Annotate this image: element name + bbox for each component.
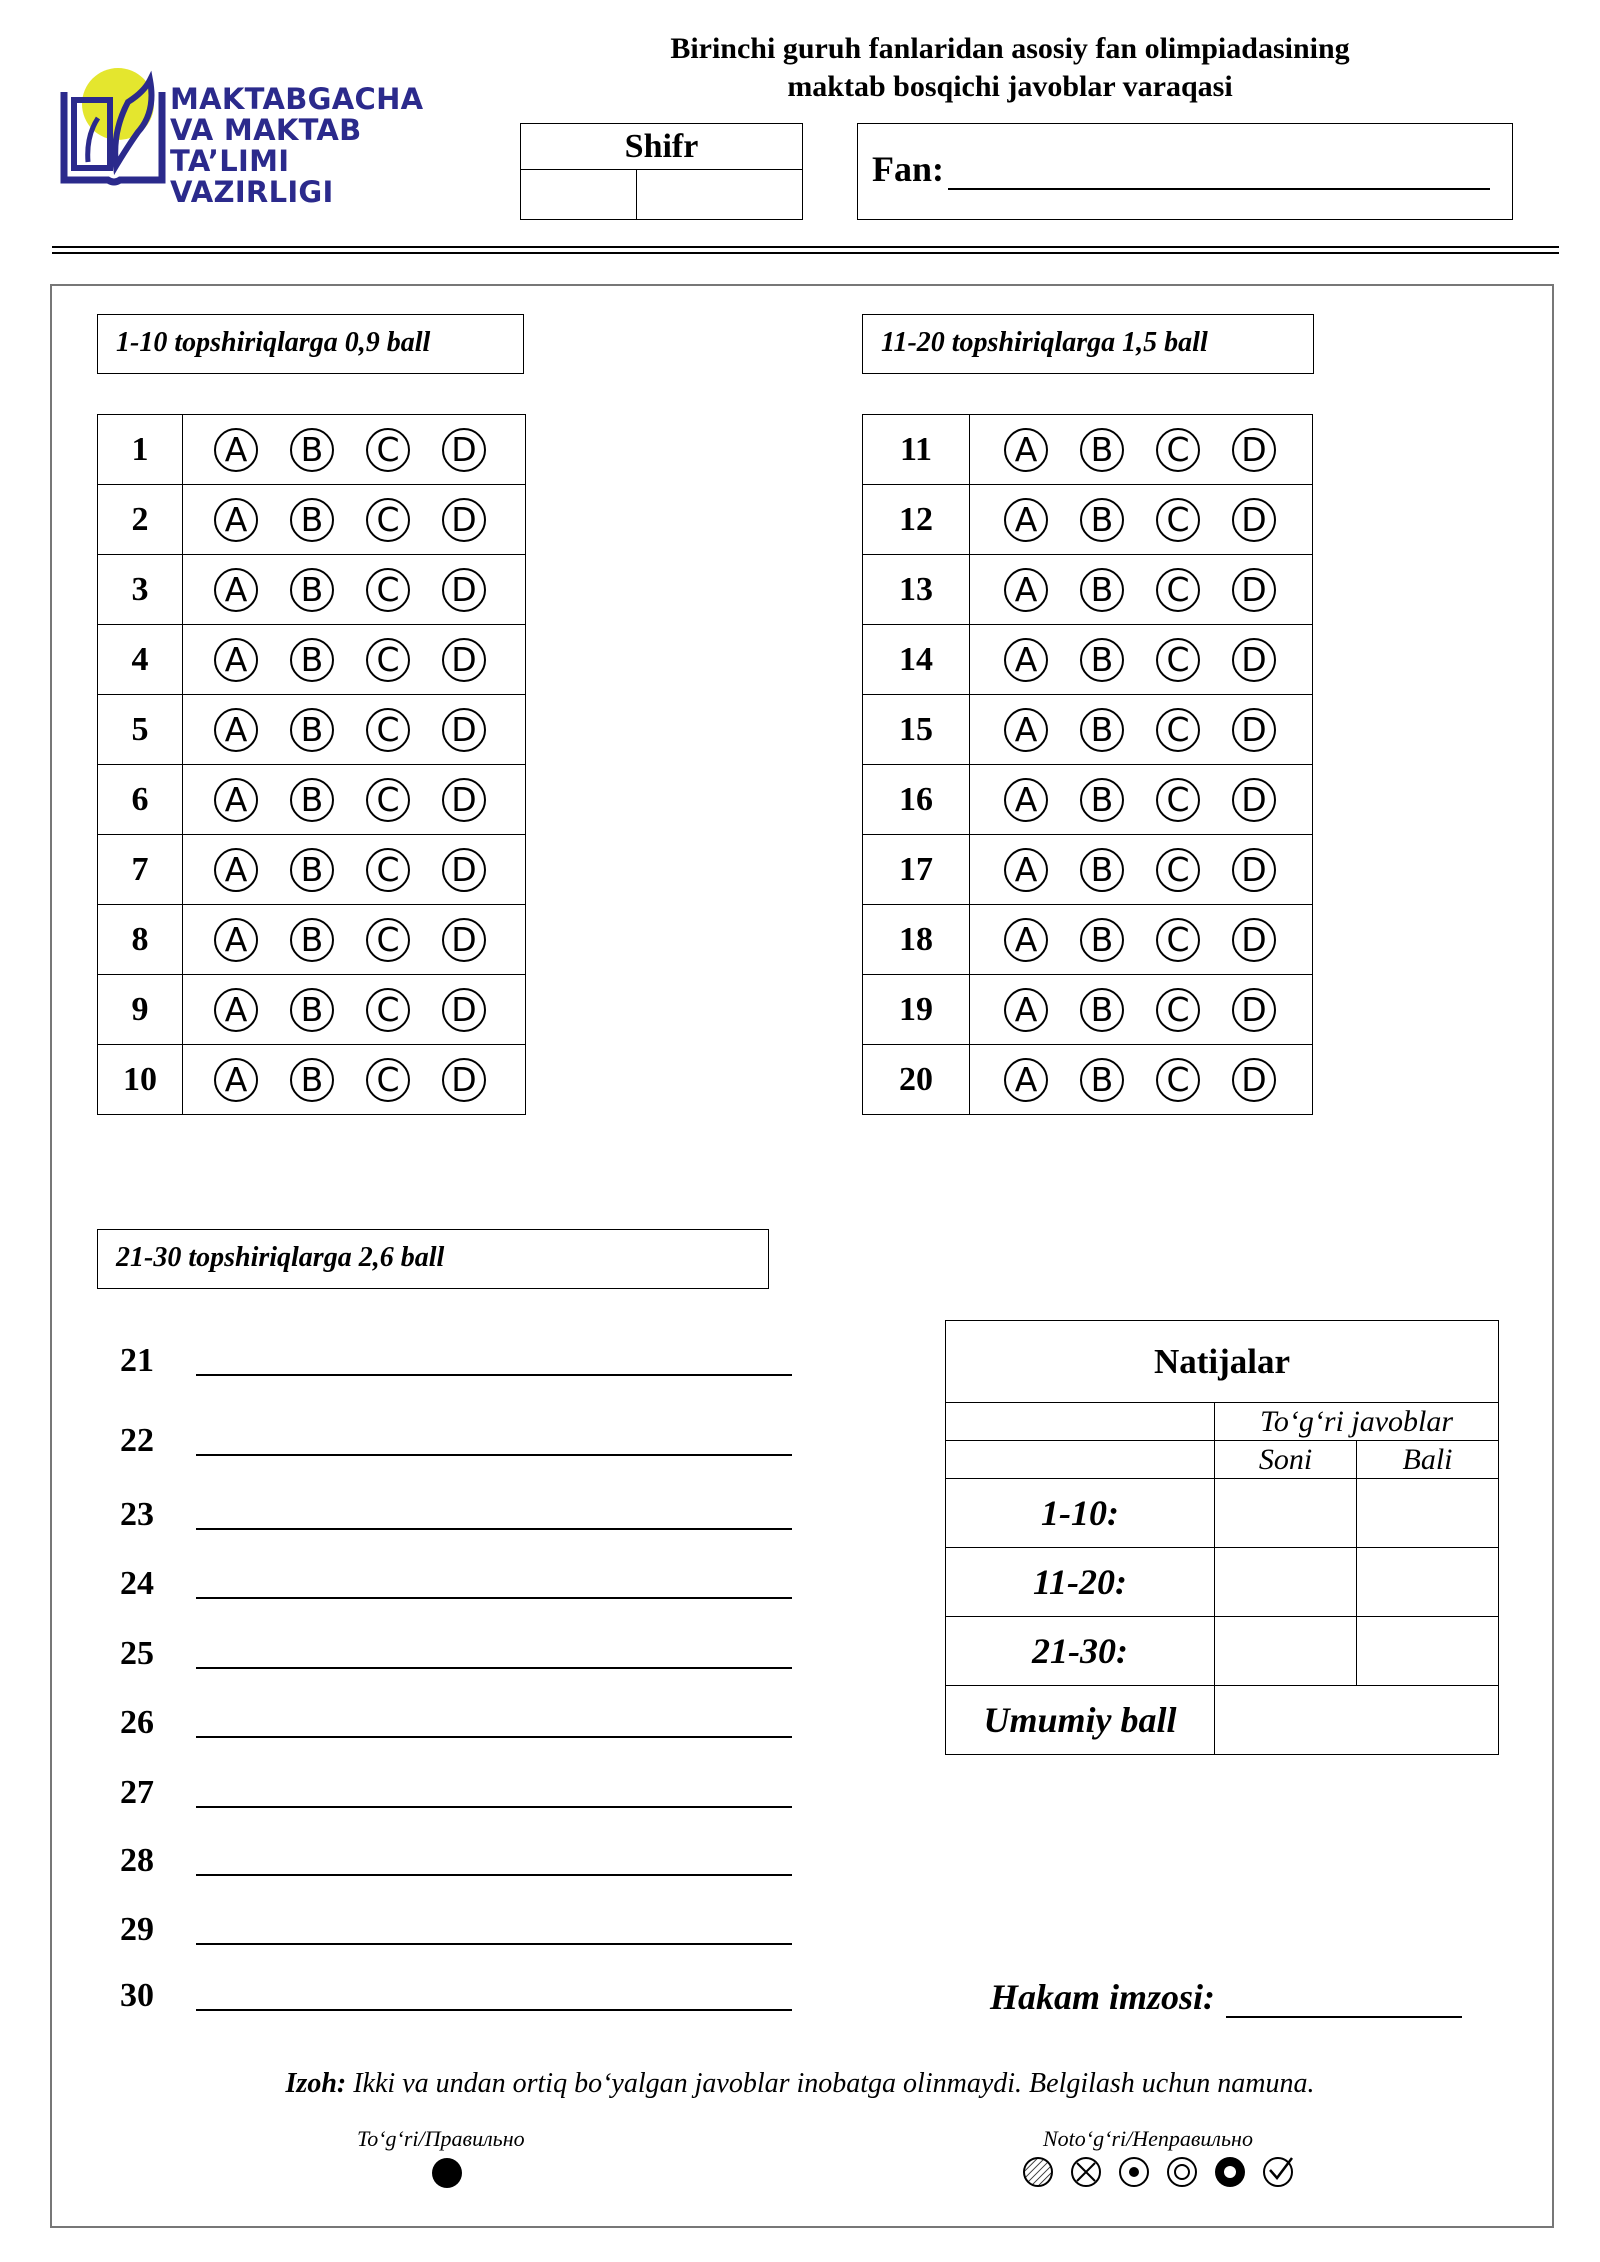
- question-number: 16: [863, 765, 970, 835]
- answer-line[interactable]: [196, 1943, 792, 1945]
- results-score-cell[interactable]: [1357, 1548, 1499, 1617]
- open-answer-row: [120, 1635, 795, 1675]
- open-answer-row: [120, 1565, 795, 1605]
- option-bubble-a[interactable]: A: [1004, 988, 1048, 1032]
- answer-options: [183, 415, 526, 485]
- results-count-cell[interactable]: [1215, 1617, 1357, 1686]
- option-bubble-a[interactable]: A: [214, 988, 258, 1032]
- open-question-number: 22: [120, 1422, 154, 1459]
- question-row: [863, 415, 1313, 485]
- open-question-number: 30: [120, 1977, 154, 2014]
- option-bubble-b[interactable]: B: [290, 638, 334, 682]
- question-number: 14: [863, 625, 970, 695]
- results-row-label: 1-10:: [946, 1479, 1215, 1548]
- results-score-cell[interactable]: [1357, 1479, 1499, 1548]
- logo-line2: VA MAKTAB: [170, 113, 362, 147]
- dotted-bubble-icon: [1120, 2158, 1148, 2186]
- option-bubble-b[interactable]: B: [1080, 498, 1124, 542]
- answer-options: [970, 905, 1313, 975]
- ministry-logo: [58, 62, 458, 209]
- option-bubble-c[interactable]: C: [366, 988, 410, 1032]
- option-bubble-c[interactable]: C: [366, 1058, 410, 1102]
- question-row: [98, 835, 526, 905]
- option-bubble-a[interactable]: A: [214, 428, 258, 472]
- filled-bubble-icon: [430, 2156, 464, 2190]
- open-answer-row: [120, 1422, 795, 1462]
- option-bubble-a[interactable]: A: [1004, 708, 1048, 752]
- option-bubble-d[interactable]: D: [442, 498, 486, 542]
- question-row: [98, 975, 526, 1045]
- option-bubble-b[interactable]: B: [290, 498, 334, 542]
- answer-options: [183, 625, 526, 695]
- open-question-number: 25: [120, 1635, 154, 1672]
- option-bubble-b[interactable]: B: [1080, 918, 1124, 962]
- option-bubble-d[interactable]: D: [442, 568, 486, 612]
- question-number: 11: [863, 415, 970, 485]
- answer-options: [183, 695, 526, 765]
- results-row-label: 21-30:: [946, 1617, 1215, 1686]
- open-answer-row: [120, 1342, 795, 1382]
- judge-signature-label: Hakam imzosi:: [990, 1977, 1216, 2017]
- answer-grid-11-20: [862, 414, 1313, 1115]
- question-row: [863, 975, 1313, 1045]
- option-bubble-a[interactable]: A: [1004, 638, 1048, 682]
- answer-line[interactable]: [196, 1528, 792, 1530]
- correct-sample-label: To‘g‘ri/Правильно: [357, 2126, 525, 2151]
- question-row: [863, 695, 1313, 765]
- open-answer-row: [120, 1911, 795, 1951]
- question-row: [98, 555, 526, 625]
- open-answer-row: [120, 1842, 795, 1882]
- open-question-number: 27: [120, 1774, 154, 1811]
- question-number: 3: [98, 555, 183, 625]
- question-row: [863, 1045, 1313, 1115]
- results-header-blank: [946, 1403, 1215, 1441]
- option-bubble-b[interactable]: B: [1080, 778, 1124, 822]
- question-row: [863, 625, 1313, 695]
- option-bubble-d[interactable]: D: [442, 638, 486, 682]
- option-bubble-d[interactable]: D: [442, 708, 486, 752]
- answer-options: [970, 695, 1313, 765]
- option-bubble-b[interactable]: B: [1080, 988, 1124, 1032]
- open-answer-row: [120, 1496, 795, 1536]
- question-number: 17: [863, 835, 970, 905]
- total-score-label: Umumiy ball: [946, 1686, 1215, 1755]
- subject-label: Fan:: [872, 149, 944, 189]
- option-bubble-a[interactable]: A: [214, 848, 258, 892]
- option-bubble-a[interactable]: A: [1004, 498, 1048, 542]
- correct-answers-header: To‘g‘ri javoblar: [1215, 1403, 1499, 1441]
- option-bubble-c[interactable]: C: [366, 848, 410, 892]
- option-bubble-d[interactable]: D: [1232, 498, 1276, 542]
- option-bubble-c[interactable]: C: [366, 708, 410, 752]
- subject-field[interactable]: [948, 188, 1490, 190]
- question-number: 20: [863, 1045, 970, 1115]
- score-header: Bali: [1357, 1441, 1499, 1479]
- header-divider: [52, 246, 1559, 254]
- question-number: 5: [98, 695, 183, 765]
- check-bubble-icon: [1264, 2158, 1292, 2186]
- answer-options: [183, 1045, 526, 1115]
- option-bubble-b[interactable]: B: [290, 568, 334, 612]
- question-number: 9: [98, 975, 183, 1045]
- question-number: 13: [863, 555, 970, 625]
- option-bubble-c[interactable]: C: [1156, 778, 1200, 822]
- hatched-bubble-icon: [1024, 2158, 1052, 2186]
- question-row: [98, 415, 526, 485]
- answer-options: [183, 975, 526, 1045]
- option-bubble-b[interactable]: B: [1080, 1058, 1124, 1102]
- title-line1: Birinchi guruh fanlaridan asosiy fan olimpiadasining: [670, 32, 1350, 65]
- option-bubble-d[interactable]: D: [442, 428, 486, 472]
- option-bubble-a[interactable]: A: [1004, 778, 1048, 822]
- option-bubble-c[interactable]: C: [366, 638, 410, 682]
- option-bubble-c[interactable]: C: [1156, 1058, 1200, 1102]
- answer-line[interactable]: [196, 1874, 792, 1876]
- option-bubble-c[interactable]: C: [1156, 638, 1200, 682]
- option-bubble-c[interactable]: C: [366, 568, 410, 612]
- option-bubble-a[interactable]: A: [214, 1058, 258, 1102]
- question-number: 10: [98, 1045, 183, 1115]
- option-bubble-a[interactable]: A: [1004, 428, 1048, 472]
- option-bubble-a[interactable]: A: [1004, 568, 1048, 612]
- option-bubble-d[interactable]: D: [442, 988, 486, 1032]
- answer-line[interactable]: [196, 1374, 792, 1376]
- question-row: [863, 835, 1313, 905]
- answer-options: [183, 765, 526, 835]
- answer-options: [970, 415, 1313, 485]
- note-prefix: Izoh:: [285, 2068, 347, 2099]
- question-number: 15: [863, 695, 970, 765]
- answer-line[interactable]: [196, 1667, 792, 1669]
- logo-line1: MAKTABGACHA: [170, 82, 424, 116]
- question-number: 19: [863, 975, 970, 1045]
- total-score-cell[interactable]: [1215, 1686, 1499, 1755]
- answer-options: [970, 975, 1313, 1045]
- option-bubble-b[interactable]: B: [1080, 638, 1124, 682]
- option-bubble-d[interactable]: D: [1232, 568, 1276, 612]
- answer-options: [183, 905, 526, 975]
- option-bubble-a[interactable]: A: [214, 498, 258, 542]
- option-bubble-c[interactable]: C: [366, 918, 410, 962]
- open-question-number: 29: [120, 1911, 154, 1948]
- open-answer-row: [120, 1774, 795, 1814]
- results-score-cell[interactable]: [1357, 1617, 1499, 1686]
- option-bubble-d[interactable]: D: [1232, 1058, 1276, 1102]
- open-question-number: 26: [120, 1704, 154, 1741]
- question-number: 4: [98, 625, 183, 695]
- open-question-number: 28: [120, 1842, 154, 1879]
- option-bubble-a[interactable]: A: [214, 778, 258, 822]
- results-table: [945, 1320, 1499, 1755]
- option-bubble-c[interactable]: C: [366, 428, 410, 472]
- option-bubble-c[interactable]: C: [1156, 848, 1200, 892]
- option-bubble-a[interactable]: A: [1004, 918, 1048, 962]
- question-number: 2: [98, 485, 183, 555]
- question-number: 12: [863, 485, 970, 555]
- section-2-label: 11-20 topshiriqlarga 1,5 ball: [862, 314, 1314, 374]
- title-line2: maktab bosqichi javoblar varaqasi: [787, 70, 1233, 103]
- answer-options: [183, 485, 526, 555]
- question-row: [98, 905, 526, 975]
- question-row: [863, 905, 1313, 975]
- option-bubble-c[interactable]: C: [366, 498, 410, 542]
- answer-options: [970, 765, 1313, 835]
- option-bubble-c[interactable]: C: [1156, 918, 1200, 962]
- option-bubble-a[interactable]: A: [214, 918, 258, 962]
- option-bubble-a[interactable]: A: [214, 568, 258, 612]
- incorrect-marks: [1020, 2154, 1300, 2190]
- option-bubble-a[interactable]: A: [214, 638, 258, 682]
- option-bubble-d[interactable]: D: [442, 918, 486, 962]
- option-bubble-b[interactable]: B: [290, 848, 334, 892]
- results-count-cell[interactable]: [1215, 1548, 1357, 1617]
- answer-options: [183, 555, 526, 625]
- crossed-bubble-icon: [1072, 2158, 1100, 2186]
- question-row: [98, 1045, 526, 1115]
- open-answer-row: [120, 1977, 795, 2017]
- section-3-label: 21-30 topshiriqlarga 2,6 ball: [97, 1229, 769, 1289]
- partial-fill-bubble-icon: [1215, 2157, 1245, 2187]
- page-title: [560, 30, 1460, 106]
- option-bubble-a[interactable]: A: [214, 708, 258, 752]
- cipher-box: [520, 123, 803, 220]
- option-bubble-a[interactable]: A: [1004, 1058, 1048, 1102]
- results-row-label: 11-20:: [946, 1548, 1215, 1617]
- question-number: 1: [98, 415, 183, 485]
- answer-line[interactable]: [196, 2009, 792, 2011]
- answer-options: [970, 555, 1313, 625]
- option-bubble-b[interactable]: B: [290, 918, 334, 962]
- results-header-blank-2: [946, 1441, 1215, 1479]
- answer-options: [970, 835, 1313, 905]
- answer-options: [970, 1045, 1313, 1115]
- option-bubble-b[interactable]: B: [290, 988, 334, 1032]
- option-bubble-d[interactable]: D: [442, 778, 486, 822]
- answer-options: [970, 625, 1313, 695]
- open-answer-row: [120, 1704, 795, 1744]
- option-bubble-c[interactable]: C: [1156, 988, 1200, 1032]
- option-bubble-c[interactable]: C: [1156, 428, 1200, 472]
- option-bubble-d[interactable]: D: [442, 848, 486, 892]
- option-bubble-c[interactable]: C: [366, 778, 410, 822]
- subject-box: [857, 123, 1513, 220]
- option-bubble-c[interactable]: C: [1156, 498, 1200, 542]
- cipher-cell-1[interactable]: [521, 170, 637, 219]
- question-row: [98, 695, 526, 765]
- question-number: 18: [863, 905, 970, 975]
- section-1-label: 1-10 topshiriqlarga 0,9 ball: [97, 314, 524, 374]
- question-number: 6: [98, 765, 183, 835]
- option-bubble-b[interactable]: B: [1080, 848, 1124, 892]
- question-row: [863, 765, 1313, 835]
- option-bubble-c[interactable]: C: [1156, 568, 1200, 612]
- option-bubble-d[interactable]: D: [1232, 918, 1276, 962]
- answer-grid-1-10: [97, 414, 526, 1115]
- option-bubble-b[interactable]: B: [1080, 568, 1124, 612]
- question-row: [863, 555, 1313, 625]
- answer-options: [970, 485, 1313, 555]
- option-bubble-d[interactable]: D: [442, 1058, 486, 1102]
- option-bubble-d[interactable]: D: [1232, 708, 1276, 752]
- open-question-number: 23: [120, 1496, 154, 1533]
- incorrect-sample-label: Noto‘g‘ri/Неправильно: [1043, 2126, 1253, 2151]
- answer-line[interactable]: [196, 1736, 792, 1738]
- ring-bubble-icon: [1168, 2158, 1196, 2186]
- option-bubble-b[interactable]: B: [290, 708, 334, 752]
- open-question-number: 24: [120, 1565, 154, 1602]
- option-bubble-d[interactable]: D: [1232, 848, 1276, 892]
- option-bubble-b[interactable]: B: [290, 428, 334, 472]
- option-bubble-d[interactable]: D: [1232, 638, 1276, 682]
- option-bubble-d[interactable]: D: [1232, 988, 1276, 1032]
- judge-signature-field[interactable]: [1226, 2016, 1462, 2018]
- question-row: [98, 625, 526, 695]
- answer-line[interactable]: [196, 1454, 792, 1456]
- option-bubble-d[interactable]: D: [1232, 778, 1276, 822]
- option-bubble-a[interactable]: A: [1004, 848, 1048, 892]
- logo-line3: TA’LIMI VAZIRLIGI: [170, 144, 334, 209]
- option-bubble-b[interactable]: B: [1080, 708, 1124, 752]
- answer-options: [183, 835, 526, 905]
- cipher-label: Shifr: [521, 124, 802, 170]
- option-bubble-c[interactable]: C: [1156, 708, 1200, 752]
- option-bubble-b[interactable]: B: [1080, 428, 1124, 472]
- answer-line[interactable]: [196, 1806, 792, 1808]
- option-bubble-d[interactable]: D: [1232, 428, 1276, 472]
- count-header: Soni: [1215, 1441, 1357, 1479]
- question-number: 8: [98, 905, 183, 975]
- question-row: [98, 485, 526, 555]
- logo-text: [170, 84, 458, 208]
- question-row: [98, 765, 526, 835]
- book-leaf-icon: [58, 62, 168, 192]
- results-count-cell[interactable]: [1215, 1479, 1357, 1548]
- option-bubble-b[interactable]: B: [290, 778, 334, 822]
- results-title: Natijalar: [946, 1321, 1499, 1403]
- question-row: [863, 485, 1313, 555]
- cipher-cell-2[interactable]: [637, 170, 802, 219]
- option-bubble-b[interactable]: B: [290, 1058, 334, 1102]
- question-number: 7: [98, 835, 183, 905]
- note-text: Ikki va undan ortiq bo‘yalgan javoblar inobatga olinmaydi. Belgilash uchun namuna.: [346, 2068, 1315, 2099]
- note: [0, 2068, 1600, 2100]
- open-question-number: 21: [120, 1342, 154, 1379]
- answer-line[interactable]: [196, 1597, 792, 1599]
